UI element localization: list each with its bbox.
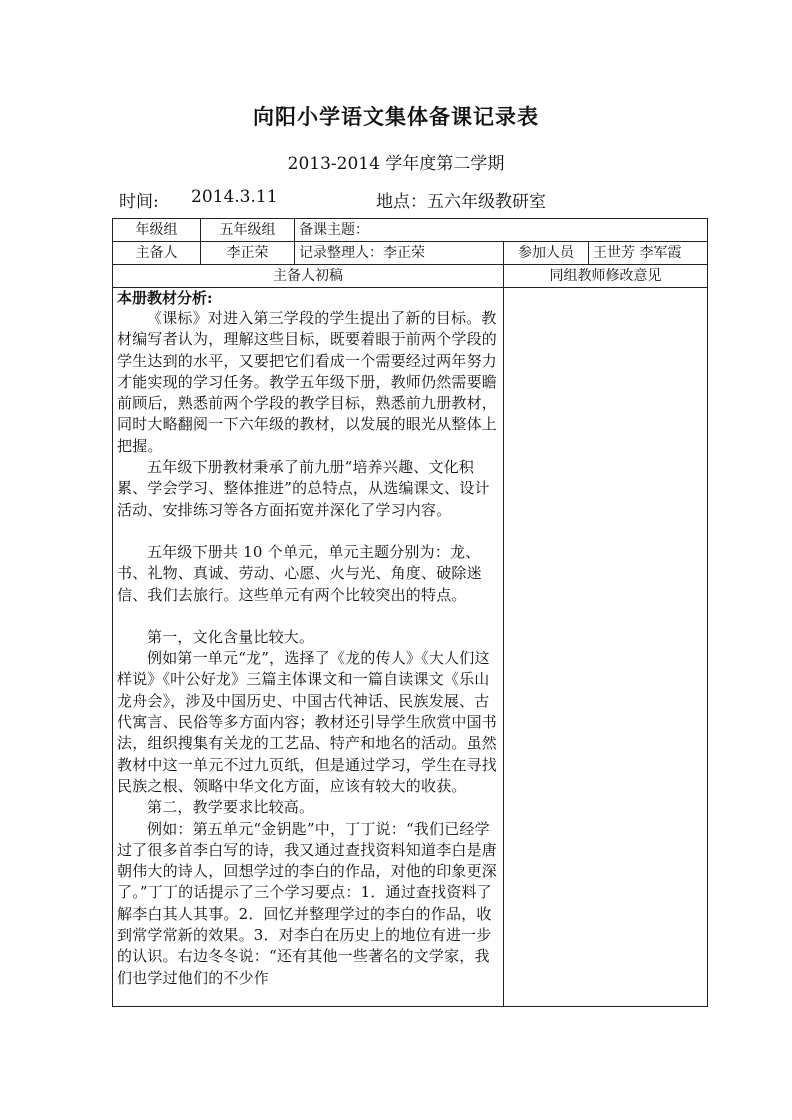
paragraph-7: 例如：第五单元“金钥匙”中，丁丁说：“我们已经学过了很多首李白写的诗，我又通过查找资料知道李白是唐朝伟大的诗人，回想学过的李白的作品，对他的印象更深了。”丁丁的话提示了三个学习要点：1．通过查找资料了解李白其人其事。2．回忆并整理学过的李白的作品，收到常学常新的效果。3．对李白在历史上的地位有进一步的认识。右边冬冬说：“还有其他一些著名的文学家，我们也学过他们的不少作 — [117, 819, 498, 987]
section-header-row — [113, 265, 708, 288]
spacer — [117, 521, 499, 542]
time-label: 时间: — [119, 192, 159, 212]
paragraph-4: 第一，文化含量比较大。 — [147, 627, 315, 646]
lesson-record-table — [112, 218, 708, 1007]
topic-label: 备课主题： — [295, 219, 708, 242]
draft-header: 主备人初稿 — [113, 265, 504, 288]
paragraph-2: 五年级下册教材秉承了前九册“培养兴趣、文化积累、学会学习、整体推进”的总特点，从选编课文、设计活动、安排练习等各方面拓宽并深化了学习内容。 — [117, 458, 490, 519]
place-label: 地点：五六年级教研室 — [376, 192, 546, 212]
term-label: 2013-2014 学年度第二学期 — [287, 154, 505, 174]
host-label: 主备人 — [113, 242, 201, 265]
revision-content-cell — [504, 288, 708, 1007]
spacer — [117, 606, 499, 627]
revision-header: 同组教师修改意见 — [504, 265, 708, 288]
participants-value: 王世芳 李军霞 — [589, 242, 708, 265]
participants-label: 参加人员 — [504, 242, 589, 265]
grade-label: 年级组 — [113, 219, 201, 242]
grade-row — [113, 219, 708, 242]
host-value: 李正荣 — [201, 242, 295, 265]
document-title: 向阳小学语文集体备课记录表 — [253, 104, 539, 129]
paragraph-6: 第二，教学要求比较高。 — [147, 798, 315, 817]
analysis-heading: 本册教材分析: — [117, 289, 213, 307]
host-row — [113, 242, 708, 265]
paragraph-3: 五年级下册共 10 个单元，单元主题分别为：龙、书、礼物、真诚、劳动、心愿、火与光、角度、破除迷信、我们去旅行。这些单元有两个比较突出的特点。 — [117, 542, 482, 604]
recorder-label: 记录整理人：李正荣 — [295, 242, 504, 265]
paragraph-5: 例如第一单元“龙”，选择了《龙的传人》《大人们这样说》《叶公好龙》三篇主体课文和一篇自读课文《乐山龙舟会》，涉及中国历史、中国古代神话、民族发展、古代寓言、民俗等多方面内容；教材还引导学生欣赏中国书法，组织搜集有关龙的工艺品、特产和地名的活动。虽然教材中这一单元不过九页纸，但是通过学习，学生在寻找民族之根、领略中华文化方面，应该有较大的收获。 — [117, 649, 498, 795]
content-row — [113, 288, 708, 1007]
time-value: 2014.3.11 — [191, 187, 278, 207]
paragraph-1: 《课标》对进入第三学段的学生提出了新的目标。教材编写者认为，理解这些目标，既要着眼于前两个学段的学生达到的水平，又要把它们看成一个需要经过两年努力才能实现的学习任务。教学五年级下册，教师仍然需要瞻前顾后，熟悉前两个学段的教学目标，熟悉前九册教材，同时大略翻阅一下六年级的教材，以发展的眼光从整体上把握。 — [117, 309, 498, 455]
grade-value: 五年级组 — [201, 219, 295, 242]
draft-content-cell — [113, 288, 504, 1007]
